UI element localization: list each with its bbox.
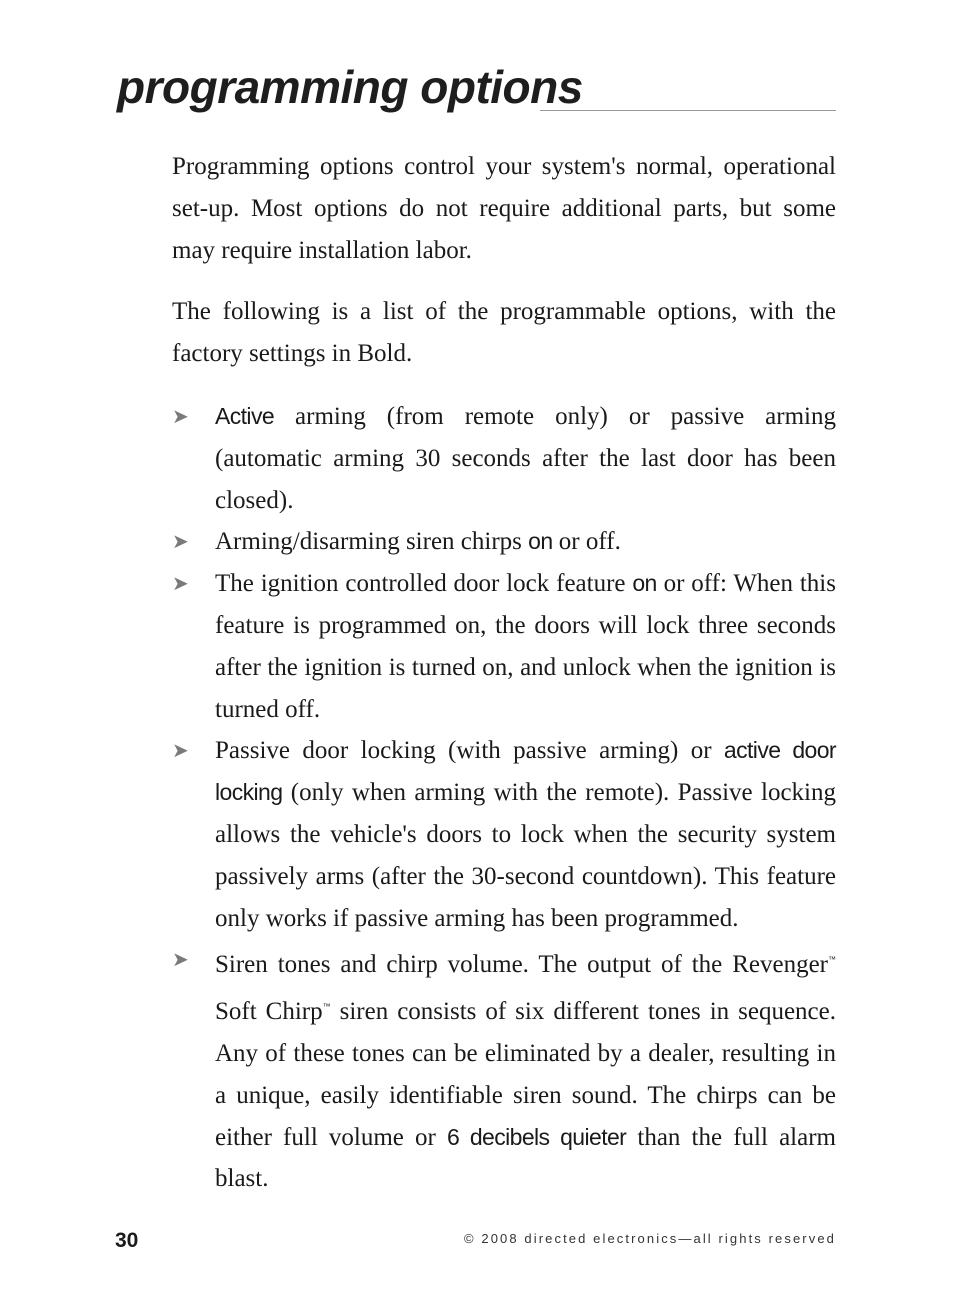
option-text: Arming/disarming siren chirps [215,528,529,556]
option-text: Siren tones and chirp volume. The output of the Revenger [215,951,828,979]
factory-setting: on [528,528,553,555]
list-item [172,939,836,1200]
factory-settings-paragraph: The following is a list of the programmable options, with the factory settings in Bold. [172,298,836,367]
option-text: The ignition controlled door lock feature [215,570,633,598]
option-text: arming (from remote only) or passive arming (automatic arming 30 seconds after the last door has been closed). [215,403,836,514]
list-item [172,396,836,521]
option-text: Soft Chirp [215,998,323,1026]
trademark-mark: ™ [322,1002,331,1012]
trademark-mark: ™ [828,955,836,965]
option-text: or off. [552,528,621,556]
factory-setting: Active [215,403,275,429]
list-item [172,563,836,730]
intro-paragraph: Programming options control your system's normal, operational set-up. Most options do not require additional parts, but some may require installation labor. [172,153,836,264]
option-text: (only when arming with the remote). Passive locking allows the vehicle's doors to lock when the security system passively arms (after the 30-second countdown). This feature only works if passive arming has been programmed. [215,779,836,932]
copyright-notice: © 2008 directed electronics—all rights reserved [463,1231,836,1246]
option-text: Passive door locking (with passive arming) or [215,737,724,765]
arrow-bullet-icon: ➤ [172,529,189,554]
list-item [172,730,836,939]
arrow-bullet-icon: ➤ [172,404,189,429]
option-text: than the full alarm blast. [215,1123,836,1193]
list-item [172,521,836,563]
factory-setting: active door locking [215,737,836,806]
arrow-bullet-icon: ➤ [172,571,189,596]
option-text: siren consists of six different tones in sequence. Any of these tones can be eliminated by a dealer, resulting in a unique, easily identifiable siren sound. The chirps can be either full volume or [215,998,837,1151]
page-title: programming options [117,61,583,113]
factory-setting: on [632,570,657,597]
arrow-bullet-icon: ➤ [172,738,189,763]
factory-setting: 6 decibels quieter [446,1123,627,1150]
option-text: or off: When this feature is programmed on, the doors will lock three seconds after the ignition is turned on, and unlock when the ignition is turned off. [215,570,836,723]
page-number: 30 [115,1229,139,1252]
options-list [172,396,836,1200]
title-rule [540,110,836,111]
arrow-bullet-icon: ➤ [172,947,189,972]
